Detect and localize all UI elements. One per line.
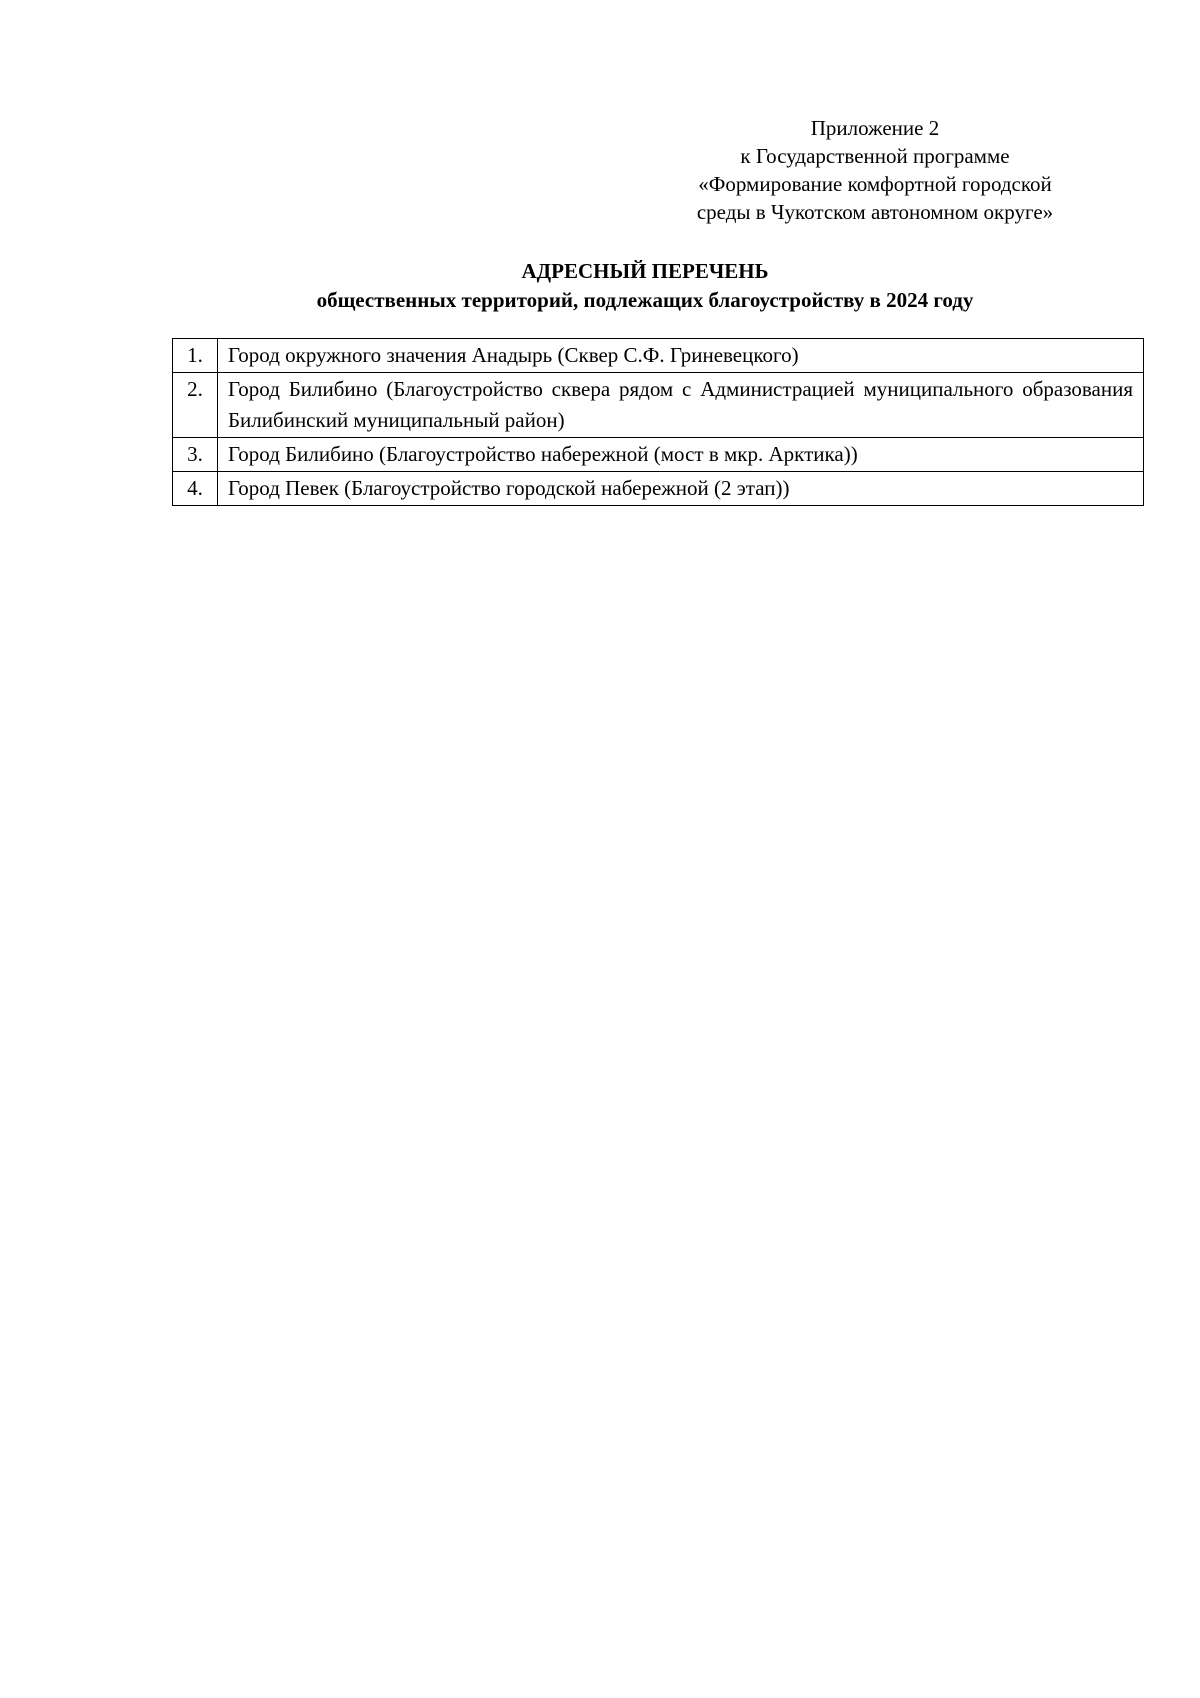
appendix-line: Приложение 2 — [810, 116, 940, 140]
document-title: АДРЕСНЫЙ ПЕРЕЧЕНЬ — [521, 259, 769, 283]
appendix-line: «Формирование комфортной городской — [698, 172, 1052, 196]
table-row — [173, 472, 1144, 506]
table-row — [173, 373, 1144, 438]
row-text: Город Билибино (Благоустройство набережной (мост в мкр. Арктика)) — [218, 438, 1144, 472]
table-row — [173, 438, 1144, 472]
appendix-line: к Государственной программе — [740, 144, 1010, 168]
territories-table — [172, 338, 1144, 506]
row-number: 3. — [173, 438, 218, 472]
row-text: Город Билибино (Благоустройство сквера рядом с Администрацией муниципального образования Билибинский муниципальный район) — [218, 373, 1144, 438]
appendix-line: среды в Чукотском автономном округе» — [696, 200, 1054, 224]
document-subtitle: общественных территорий, подлежащих благоустройству в 2024 году — [316, 288, 974, 312]
row-text: Город Певек (Благоустройство городской набережной (2 этап)) — [218, 472, 1144, 506]
appendix-header — [640, 114, 1110, 226]
row-number: 4. — [173, 472, 218, 506]
table-row — [173, 339, 1144, 373]
row-number: 1. — [173, 339, 218, 373]
row-number: 2. — [173, 373, 218, 438]
document-title-block — [0, 257, 1200, 315]
row-text: Город окружного значения Анадырь (Сквер С.Ф. Гриневецкого) — [218, 339, 1144, 373]
